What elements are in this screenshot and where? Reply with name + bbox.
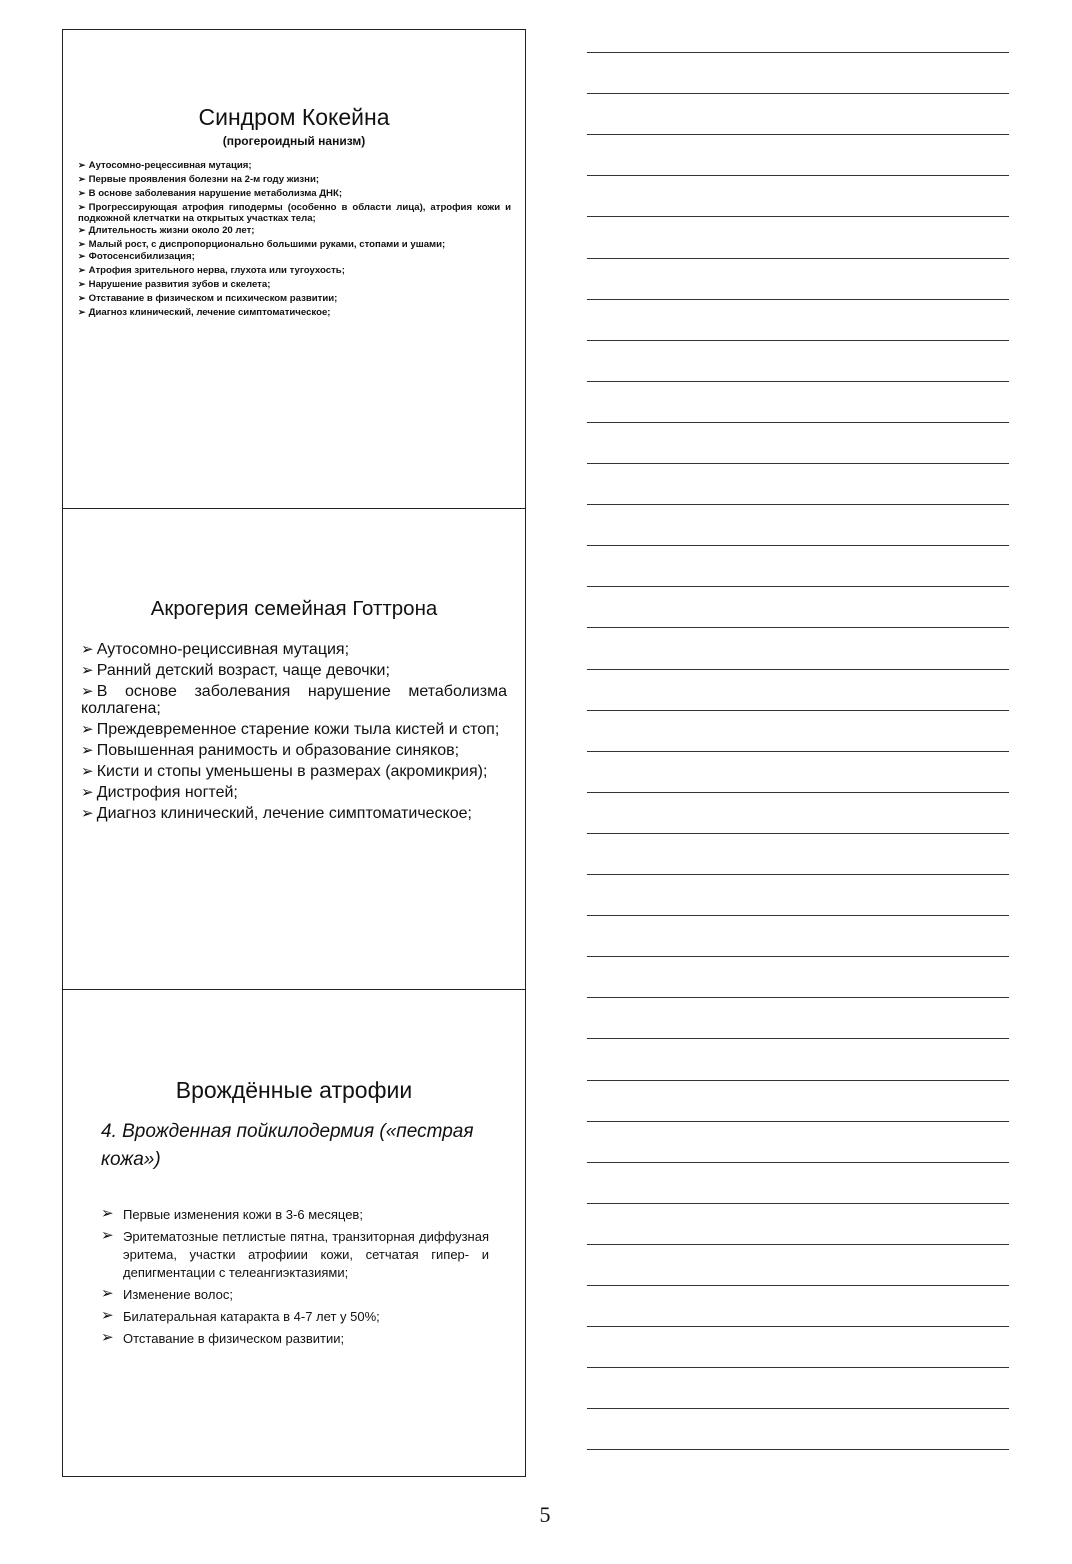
arrow-bullet-icon: ➢ <box>81 721 94 738</box>
list-item: ➢ Отставание в физическом развитии; <box>101 1329 345 1346</box>
note-line <box>587 792 1009 793</box>
note-line <box>587 463 1009 464</box>
slide-subheading: 4. Врожденная пойкилодермия («пестрая кожа») <box>101 1121 474 1170</box>
list-item: ➢ Эритематозные петлистые пятна, транзиторная диффузная эритема, участки атрофиии кожи, сетчатая гипер- и депигментации с телеангиэктазиями; <box>101 1227 489 1280</box>
note-line <box>587 545 1009 546</box>
arrow-bullet-icon: ➢ <box>81 763 94 780</box>
list-item: ➢ Малый рост, с диспропорционально большими руками, стопами и ушами; <box>78 239 446 250</box>
note-line <box>587 1408 1009 1409</box>
arrow-bullet-icon: ➢ <box>81 641 94 658</box>
note-line <box>587 175 1009 176</box>
arrow-bullet-icon: ➢ <box>81 805 94 822</box>
note-line <box>587 258 1009 259</box>
note-line <box>587 627 1009 628</box>
slide-title: Акрогерия семейная Готтрона <box>150 597 438 620</box>
arrow-bullet-icon: ➢ <box>101 1205 114 1222</box>
arrow-bullet-icon: ➢ <box>78 174 86 184</box>
note-line <box>587 1203 1009 1204</box>
list-item: ➢ Первые изменения кожи в 3-6 месяцев; <box>101 1205 363 1222</box>
arrow-bullet-icon: ➢ <box>78 239 86 249</box>
list-item: ➢ Длительность жизни около 20 лет; <box>78 225 255 236</box>
arrow-bullet-icon: ➢ <box>81 662 94 679</box>
bullet-list <box>78 160 511 321</box>
slide-title: Врождённые атрофии <box>175 1077 413 1103</box>
note-line <box>587 340 1009 341</box>
arrow-bullet-icon: ➢ <box>81 742 94 759</box>
note-line <box>587 1080 1009 1081</box>
list-item: ➢ Нарушение развития зубов и скелета; <box>78 279 271 290</box>
note-line <box>587 751 1009 752</box>
note-line <box>587 93 1009 94</box>
list-item: ➢ Диагноз клинический, лечение симптоматическое; <box>81 805 472 822</box>
arrow-bullet-icon: ➢ <box>81 784 94 801</box>
arrow-bullet-icon: ➢ <box>78 307 86 317</box>
list-item: ➢ Фотосенсибилизация; <box>78 251 195 262</box>
list-item: ➢ Атрофия зрительного нерва, глухота или тугоухость; <box>78 265 345 276</box>
list-item: ➢ Диагноз клинический, лечение симптоматическое; <box>78 307 331 318</box>
list-item: ➢ Преждевременное старение кожи тыла кистей и стоп; <box>81 721 500 738</box>
arrow-bullet-icon: ➢ <box>101 1329 114 1346</box>
slide-title: Синдром Кокейна <box>198 104 390 130</box>
note-line <box>587 1038 1009 1039</box>
list-item: ➢ В основе заболевания нарушение метаболизма ДНК; <box>78 188 343 199</box>
bullet-list <box>81 641 507 826</box>
arrow-bullet-icon: ➢ <box>78 160 86 170</box>
list-item: ➢ Аутосомно-рециссивная мутация; <box>81 641 350 658</box>
list-item: ➢ Кисти и стопы уменьшены в размерах (акромикрия); <box>81 763 488 780</box>
note-line <box>587 1449 1009 1450</box>
note-line <box>587 504 1009 505</box>
arrow-bullet-icon: ➢ <box>101 1227 114 1244</box>
list-item: ➢ В основе заболевания нарушение метаболизма коллагена; <box>81 683 507 717</box>
arrow-bullet-icon: ➢ <box>101 1307 114 1324</box>
note-line <box>587 1285 1009 1286</box>
note-line <box>587 997 1009 998</box>
arrow-bullet-icon: ➢ <box>78 188 86 198</box>
note-line <box>587 134 1009 135</box>
slide-subtitle: (прогероидный нанизм) <box>222 134 366 148</box>
list-item: ➢ Изменение волос; <box>101 1285 233 1302</box>
slides-frame <box>62 29 526 1477</box>
bullet-list <box>101 1206 489 1352</box>
arrow-bullet-icon: ➢ <box>78 251 86 261</box>
arrow-bullet-icon: ➢ <box>78 202 86 212</box>
list-item: ➢ Аутосомно-рецессивная мутация; <box>78 160 252 171</box>
note-line <box>587 586 1009 587</box>
note-line <box>587 52 1009 53</box>
arrow-bullet-icon: ➢ <box>78 279 86 289</box>
note-line <box>587 1367 1009 1368</box>
note-line <box>587 833 1009 834</box>
note-line <box>587 381 1009 382</box>
note-line <box>587 669 1009 670</box>
note-line <box>587 422 1009 423</box>
arrow-bullet-icon: ➢ <box>78 265 86 275</box>
note-line <box>587 956 1009 957</box>
page-number: 5 <box>539 1502 551 1527</box>
note-line <box>587 915 1009 916</box>
note-line <box>587 1326 1009 1327</box>
slide-cockayne-syndrome <box>63 30 525 508</box>
arrow-bullet-icon: ➢ <box>101 1285 114 1302</box>
list-item: ➢ Первые проявления болезни на 2-м году жизни; <box>78 174 320 185</box>
arrow-bullet-icon: ➢ <box>78 225 86 235</box>
note-line <box>587 1244 1009 1245</box>
note-line <box>587 1121 1009 1122</box>
note-line <box>587 710 1009 711</box>
list-item: ➢ Дистрофия ногтей; <box>81 784 238 801</box>
list-item: ➢ Повышенная ранимость и образование синяков; <box>81 742 460 759</box>
note-line <box>587 216 1009 217</box>
arrow-bullet-icon: ➢ <box>78 293 86 303</box>
list-item: ➢ Отставание в физическом и психическом развитии; <box>78 293 338 304</box>
slide-congenital-atrophies <box>63 989 525 1476</box>
note-line <box>587 874 1009 875</box>
list-item: ➢ Прогрессирующая атрофия гиподермы (особенно в области лица), атрофия кожи и подкожной клетчатки на открытых участках тела; <box>78 202 511 224</box>
list-item: ➢ Ранний детский возраст, чаще девочки; <box>81 662 390 679</box>
list-item: ➢ Билатеральная катаракта в 4-7 лет у 50%; <box>101 1307 380 1324</box>
arrow-bullet-icon: ➢ <box>81 683 94 700</box>
note-line <box>587 1162 1009 1163</box>
note-line <box>587 299 1009 300</box>
slide-acrogeria-gottron <box>63 508 525 989</box>
